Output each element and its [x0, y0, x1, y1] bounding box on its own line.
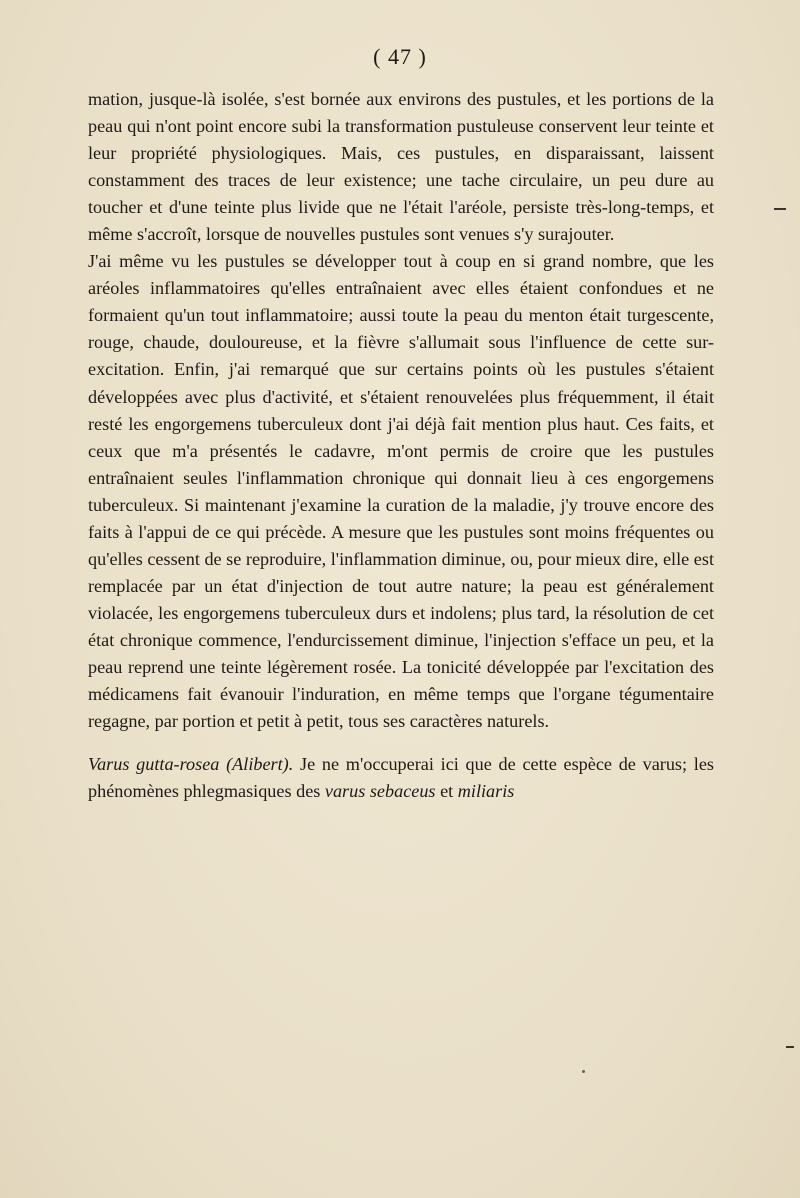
paragraph-main: J'ai même vu les pustules se développer tout à coup en si grand nombre, que les aréoles inflammatoires qu'elles entraînaient avec elles étaient confondues et ne formaient qu'un tout inflammatoire; aussi toute la peau du menton était turgescente, rouge, chaude, douloureuse, et la fièvre s'allumait sous l'influence de cette sur-excitation. Enfin, j'ai remarqué que sur certains points où les pustules s'étaient développées avec plus d'activité, et s'étaient renouvelées plus fréquemment, il était resté les engorgemens tuberculeux dont j'ai déjà fait mention plus haut. Ces faits, et ceux que m'a présentés le cadavre, m'ont permis de croire que les pustules entraînaient seules l'inflammation chronique qui donnait lieu à ces engorgemens tuberculeux. Si maintenant j'examine la curation de la maladie, j'y trouve encore des faits à l'appui de ce qui précède. A mesure que les pustules sont moins fréquentes ou qu'elles cessent de se reproduire, l'inflammation diminue, ou, pour mieux dire, elle est remplacée par un état d'injection de tout autre nature; la peau est généralement violacée, les engorgemens tuberculeux durs et indolens; plus tard, la résolution de cet état chronique commence, l'endurcissement diminue, l'injection s'efface un peu, et la peau reprend une teinte légèrement rosée. La tonicité développée par l'excitation des médicamens fait évanouir l'induration, en même temps que l'organe tégumentaire regagne, par portion et petit à petit, tous ses caractères naturels.	[88, 251, 714, 732]
varus-heading: Varus gutta-rosea	[88, 754, 220, 775]
paragraph-varus	[88, 751, 714, 805]
varus-text-2: et	[435, 781, 458, 802]
body-text	[88, 86, 714, 805]
margin-mark	[786, 1046, 794, 1048]
varus-author: (Alibert).	[226, 754, 294, 775]
page-number: ( 47 )	[373, 44, 427, 69]
margin-mark	[774, 208, 786, 210]
paper-speck	[582, 1070, 585, 1073]
varus-italic-1: varus sebaceus	[324, 781, 436, 802]
paragraph-continuation: mation, jusque-là isolée, s'est bornée aux environs des pustules, et les portions de la peau qui n'ont point encore subi la transformation pustuleuse conservent leur teinte et leur propriété physiologiques. Mais, ces pustules, en disparaissant, laissent constamment des traces de leur existence; une tache circulaire, un peu dure au toucher et d'une teinte plus livide que ne l'était l'aréole, persiste très-long-temps, et même s'accroît, lorsque de nouvelles pustules sont venues s'y surajouter.	[88, 89, 714, 245]
varus-text-1: Je ne m'occuperai ici que de cette espèce de varus; les phénomènes phlegmasiques des	[88, 754, 714, 802]
varus-italic-2: miliaris	[457, 781, 515, 802]
